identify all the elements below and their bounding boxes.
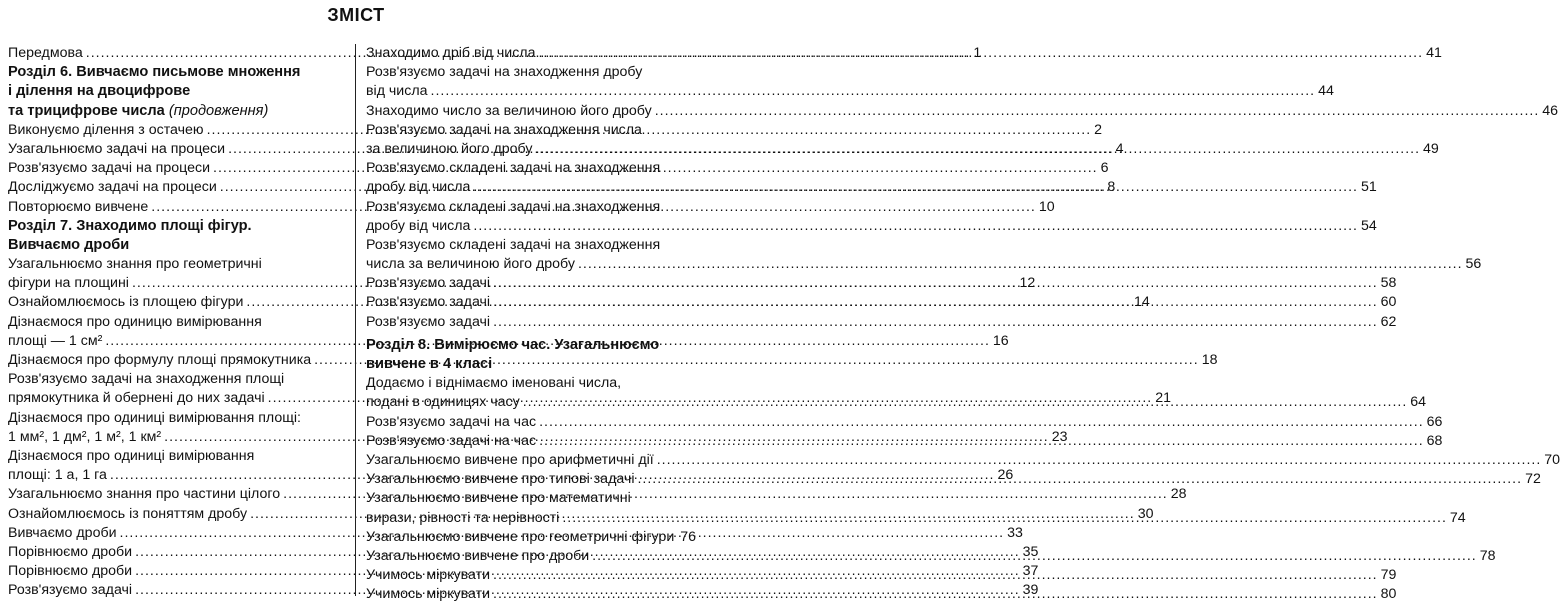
toc-entry-title: Розв'язуємо задачі на знаходження числа [366, 121, 642, 138]
toc-entry-line [366, 63, 694, 82]
toc-page-number: 79 [1380, 567, 1397, 584]
toc-entry [366, 178, 1377, 197]
toc-page-number: 78 [1479, 547, 1496, 564]
toc-page-number: 10 [1038, 198, 1055, 215]
toc-entry-line [366, 159, 694, 178]
dot-leader [493, 585, 1378, 604]
toc-entry-title: Розв'язуємо задачі [366, 313, 491, 330]
dot-leader [493, 274, 1378, 293]
toc-page-number: 51 [1360, 179, 1377, 196]
toc-entry [366, 451, 1560, 470]
toc-entry-line [366, 374, 694, 393]
section-heading-note: (продовження) [168, 102, 269, 119]
toc-entry [366, 140, 1439, 159]
section-heading [366, 336, 694, 355]
toc-entry-title: Узагальнюємо вивчене про математичні [366, 490, 631, 507]
section-heading-text: і ділення на двоцифрове [8, 83, 191, 100]
toc-entry-title: подані в одиницях часу [366, 394, 520, 411]
section-heading [8, 236, 342, 255]
toc-page-number: 39 [1022, 582, 1039, 599]
toc-entry [366, 217, 1377, 236]
toc-entry-line [8, 409, 342, 428]
section-heading [8, 82, 342, 101]
toc-entry-title: Порівнюємо дроби [8, 543, 133, 560]
toc-entry [366, 413, 1443, 432]
toc-page-number: 28 [1170, 486, 1187, 503]
section-heading-text: Розділ 8. Вимірюємо час. Узагальнюємо [366, 336, 660, 353]
toc-entry-title: Розв'язуємо складені задачі на знаходження [366, 160, 661, 177]
toc-entry-line [8, 313, 342, 332]
toc-entry-title: Дізнаємося про одиниці вимірювання площі: [8, 409, 301, 426]
section-heading-text: та трицифрове числа [8, 102, 165, 119]
dot-leader [592, 547, 1477, 566]
section-heading [8, 102, 342, 121]
toc-entry-line [8, 447, 342, 466]
toc-entry-title: Порівнюємо дроби [8, 563, 133, 580]
toc-page-number: 62 [1380, 313, 1397, 330]
toc-page-number: 56 [1465, 256, 1482, 273]
toc-entry-title: Узагальнюємо вивчене про арифметичні дії [366, 451, 654, 468]
toc-entry-title: Розв'язуємо складені задачі на знаходження [366, 236, 661, 253]
column-divider [355, 44, 356, 596]
dot-leader [473, 217, 1358, 236]
toc-entry-title: Розв'язуємо задачі [8, 582, 133, 599]
toc-entry-title: Дізнаємося про формулу площі прямокутника [8, 352, 312, 368]
toc-entry-title: Розв'язуємо задачі на час [366, 413, 537, 430]
toc-entry-title: площі: 1 а, 1 га [8, 467, 107, 484]
toc-entry-line [366, 236, 694, 255]
toc-entry-title: прямокутника й обернені до них задачі [8, 390, 265, 407]
toc-page-number: 58 [1380, 275, 1397, 292]
toc-page-number: 80 [1380, 586, 1397, 603]
toc-entry-title: площі — 1 см² [8, 332, 103, 349]
toc-entry-title: Узагальнюємо вивчене про типові задачі [366, 471, 635, 488]
toc-entry-title: за величиною його дробу [366, 140, 533, 157]
toc-page-number: 72 [1525, 471, 1541, 488]
section-heading-text: вивчене в 4 класі [366, 356, 493, 372]
toc-entry [366, 44, 1442, 63]
toc-entry-title: дробу від числа [366, 179, 471, 196]
dot-leader [431, 82, 1316, 101]
toc-page-number: 12 [1019, 275, 1036, 292]
toc-entry-title: Дізнаємося про одиниці вимірювання [8, 447, 255, 464]
toc-page-number: 21 [1155, 390, 1172, 407]
dot-leader [538, 44, 1423, 63]
toc-entry [366, 528, 697, 547]
toc-entry-title: фігури на площині [8, 275, 129, 292]
toc-entry-title: Ознайомлюємось із поняттям дробу [8, 505, 248, 522]
toc-page-number: 16 [992, 332, 1009, 349]
toc-page-number: 14 [1134, 294, 1150, 311]
section-heading [8, 217, 342, 236]
dot-leader [493, 566, 1378, 585]
toc-page-number: 6 [1100, 160, 1109, 177]
toc-entry-title: Узагальнюємо вивчене про геометричні фігури [366, 528, 675, 545]
toc-page-number: 54 [1360, 217, 1377, 234]
toc-page-number: 35 [1022, 543, 1039, 560]
toc-entry-title: Знаходимо число за величиною його дробу [366, 102, 652, 119]
toc-page-number: 44 [1318, 83, 1334, 100]
toc-page-number: 74 [1449, 509, 1466, 526]
toc-page-number: 46 [1542, 102, 1559, 119]
dot-leader [539, 413, 1424, 432]
dot-leader [523, 393, 1408, 412]
toc-page-number: 18 [1201, 352, 1218, 368]
toc-entry-title: Повторюємо вивчене [8, 198, 149, 215]
toc-entry-title: Узагальнюємо знання про частини цілого [8, 486, 281, 503]
toc-entry-title: Розв'язуємо складені задачі на знаходження [366, 198, 661, 215]
toc-page-number: 68 [1426, 432, 1443, 449]
toc-entry-title: Розв'язуємо задачі на час [366, 432, 537, 449]
toc-entry-title: Учимось міркувати [366, 567, 491, 584]
toc-entry-title: Досліджуємо задачі на процеси [8, 179, 217, 196]
section-heading-text: Розділ 7. Знаходимо площі фігур. [8, 217, 252, 234]
toc-entry [366, 313, 1397, 332]
toc-page-number: 26 [997, 467, 1014, 484]
toc-page-number: 60 [1380, 294, 1397, 311]
toc-entry-title: Розв'язуємо задачі [366, 294, 491, 311]
toc-entry-title: Учимось міркувати [366, 586, 491, 603]
toc-entry-line [8, 370, 342, 389]
toc-entry [366, 82, 1334, 101]
toc-entry-line [366, 489, 694, 508]
toc-page-number: 30 [1137, 505, 1154, 522]
toc-page-number: 4 [1115, 140, 1124, 157]
dot-leader [539, 432, 1424, 451]
section-heading-text: Розділ 6. Вивчаємо письмове множення [8, 64, 301, 81]
toc-entry-title: Додаємо і віднімаємо іменовані числа, [366, 375, 622, 392]
toc-page-number: 41 [1426, 45, 1442, 61]
toc-entry-line [366, 198, 694, 217]
toc-page-number: 1 [973, 45, 982, 61]
toc-entry-title: вирази, рівності та нерівності [366, 509, 560, 526]
dot-leader [473, 178, 1358, 197]
toc-page-number: 33 [1007, 524, 1023, 541]
toc-page-number: 49 [1423, 140, 1439, 157]
dot-leader [562, 509, 1447, 528]
toc-page-number: 76 [680, 528, 697, 545]
toc-page-number: 70 [1544, 451, 1560, 468]
toc-entry-title: Виконуємо ділення з остачею [8, 121, 204, 138]
toc-page-number: 37 [1022, 563, 1039, 580]
toc-entry-title: від числа [366, 83, 428, 100]
section-heading-text: Вивчаємо дроби [8, 236, 130, 253]
toc-entry [366, 255, 1482, 274]
toc-entry-title: Дізнаємося про одиницю вимірювання [8, 313, 262, 330]
toc-page-number: 2 [1094, 121, 1103, 138]
toc-entry-title: дробу від числа [366, 217, 471, 234]
toc-entry-line [366, 121, 694, 140]
toc-entry-title: Розв'язуємо задачі на знаходження площі [8, 371, 285, 388]
toc-entry-title: числа за величиною його дробу [366, 256, 575, 273]
toc-page-number: 23 [1051, 428, 1068, 445]
toc-entry [366, 102, 1559, 121]
toc-entry-title: Узагальнюємо знання про геометричні [8, 256, 262, 273]
toc-entry-title: Розв'язуємо задачі на процеси [8, 160, 211, 177]
toc-entry-title: Узагальнюємо задачі на процеси [8, 140, 226, 157]
dot-leader [637, 470, 1522, 489]
toc-entry-title: 1 мм², 1 дм², 1 м², 1 км² [8, 428, 162, 445]
dot-leader [655, 102, 1540, 121]
dot-leader [657, 451, 1542, 470]
page-title: ЗМІСТ [327, 5, 385, 25]
toc-page-number: 66 [1426, 413, 1443, 430]
dot-leader [493, 293, 1378, 312]
toc-entry-title: Розв'язуємо задачі [366, 275, 491, 292]
toc-entry-title: Знаходимо дріб від числа [366, 45, 536, 61]
toc-entry-title: Передмова [8, 45, 83, 61]
dot-leader [493, 313, 1378, 332]
dot-leader [535, 140, 1420, 159]
toc-page-number: 64 [1410, 394, 1427, 411]
toc-entry-title: Вивчаємо дроби [8, 524, 117, 541]
toc-entry-line [8, 255, 342, 274]
toc-page-number: 8 [1107, 179, 1116, 196]
section-heading [366, 355, 694, 374]
section-heading [8, 63, 342, 82]
toc-entry-title: Узагальнюємо вивчене про дроби [366, 547, 590, 564]
toc-entry-title: Ознайомлюємось із площею фігури [8, 294, 244, 311]
toc-entry-title: Розв'язуємо задачі на знаходження дробу [366, 64, 643, 81]
dot-leader [578, 255, 1463, 274]
